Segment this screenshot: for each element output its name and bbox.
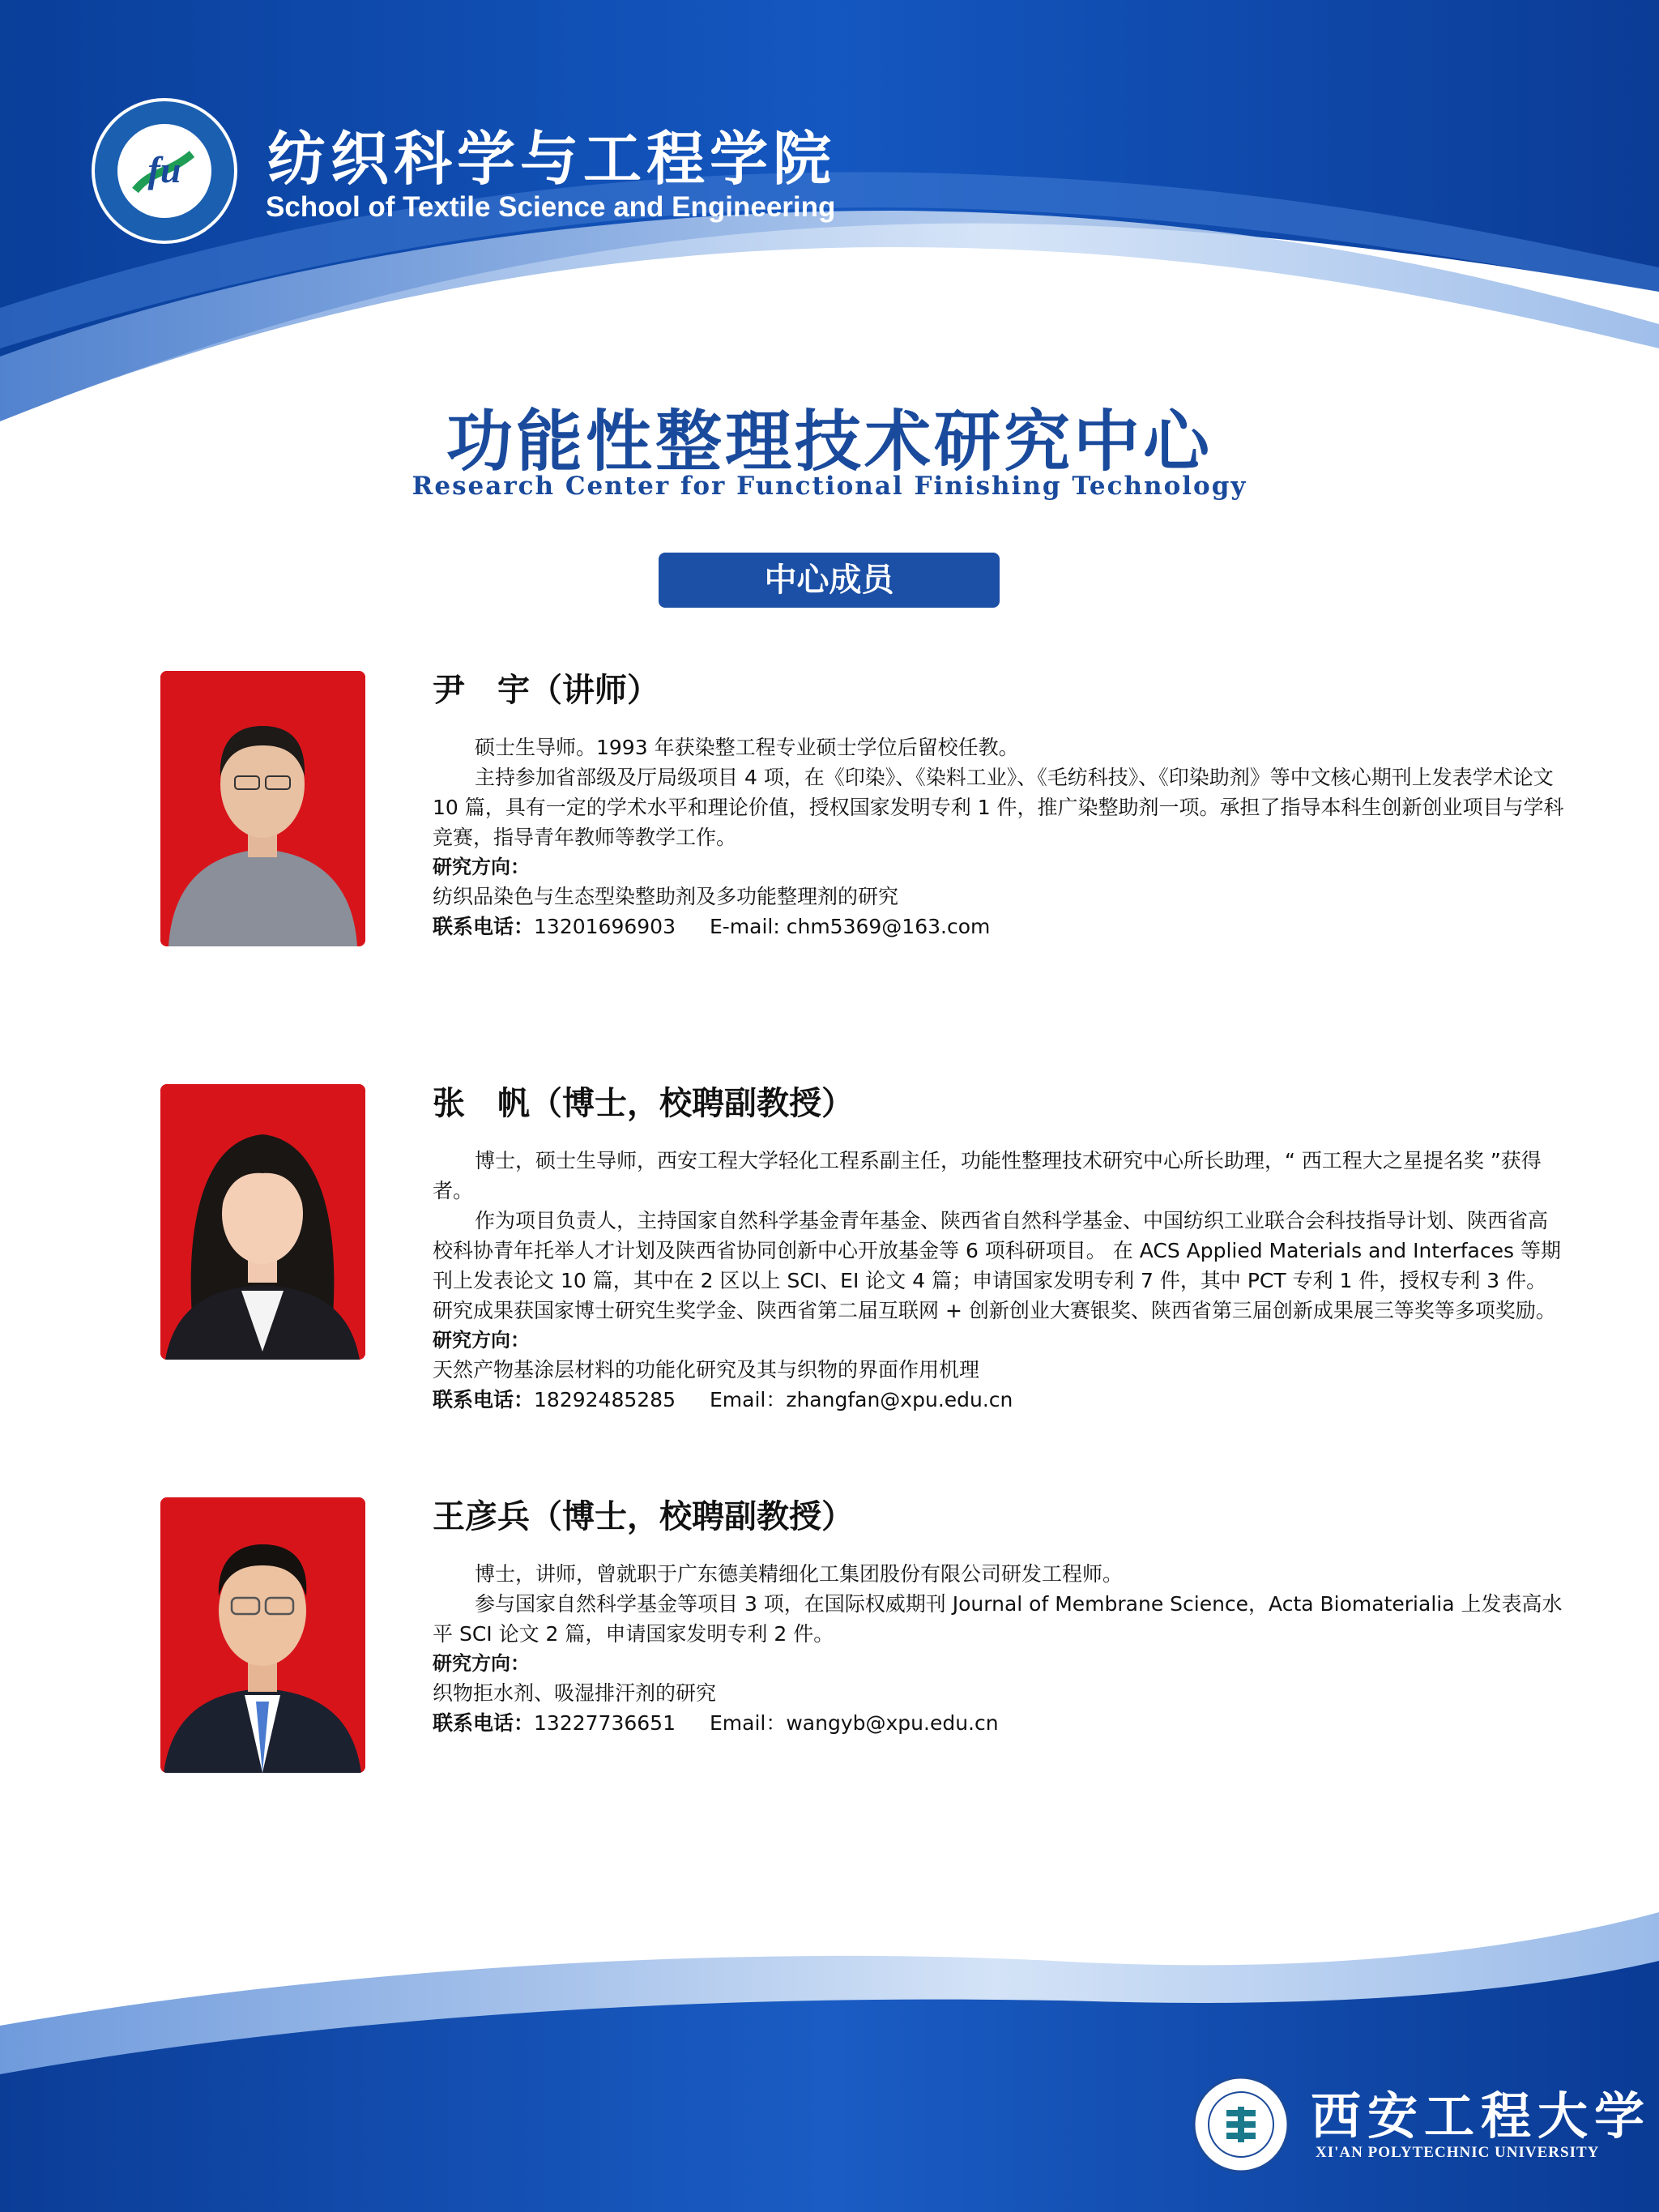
bio-paragraph: 作为项目负责人，主持国家自然科学基金青年基金、陕西省自然科学基金、中国纺织工业联合会科技指导计划、陕西省高校科协青年托举人才计划及陕西省协同创新中心开放基金等 6 项科研项目。 在 ACS Applied Materials and Interfaces 等期刊上发表论文 10 篇，其中在 2 区以上 SCI、EI 论文 4 篇；申请国家发明专利 7 件，其中 PCT 专利 1 件，授权专利 3 件。研究成果获国家博士研究生奖学金、陕西省第二届互联网 + 创新创业大赛银奖、陕西省第三届创新成果展三等奖等多项奖励。 [433, 1209, 1561, 1322]
contact-line [433, 912, 1567, 942]
research-label: 研究方向： [433, 1329, 530, 1352]
member-info [433, 671, 1567, 942]
contact-line [433, 1385, 1567, 1415]
university-name-cn: 西安工程大学 [1311, 2086, 1652, 2146]
member-name: 张 帆（博士，校聘副教授） [433, 1085, 854, 1122]
phone-label: 联系电话： [433, 1388, 535, 1411]
email-text[interactable]: E-mail: chm5369@163.com [709, 915, 991, 938]
research-text: 织物拒水剂、吸湿排汗剂的研究 [433, 1681, 717, 1705]
phone-number[interactable]: 18292485285 [534, 1388, 676, 1411]
school-name-cn: 纺织科学与工程学院 [267, 124, 837, 193]
member-photo [160, 671, 365, 946]
research-text: 纺织品染色与生态型染整助剂及多功能整理剂的研究 [433, 885, 899, 908]
phone-number[interactable]: 13201696903 [534, 915, 676, 938]
phone-label: 联系电话： [433, 1711, 535, 1735]
research-label: 研究方向： [433, 856, 530, 878]
member-info [433, 1497, 1567, 1738]
university-logo [1191, 2074, 1291, 2175]
bio-paragraph: 参与国家自然科学基金等项目 3 项，在国际权威期刊 Journal of Membrane Science，Acta Biomaterialia 上发表高水平 SCI 论文 2 篇，申请国家发明专利 2 件。 [433, 1592, 1563, 1646]
member-name: 王彦兵（博士，校聘副教授） [433, 1498, 854, 1535]
center-title-cn: 功能性整理技术研究中心 [446, 404, 1213, 480]
member-bio [433, 732, 1567, 852]
member-name: 尹 宇（讲师） [433, 672, 659, 709]
university-name-en: XI'AN POLYTECHNIC UNIVERSITY [1316, 2144, 1600, 2161]
bio-paragraph: 主持参加省部级及厅局级项目 4 项，在《印染》、《染料工业》、《毛纺科技》、《印染助剂》等中文核心期刊上发表学术论文 10 篇，具有一定的学术水平和理论价值，授权国家发明专利 1 件，推广染整助剂一项。承担了指导本科生创新创业项目与学科竞赛，指导青年教师等教学工作。 [433, 766, 1564, 849]
school-name-en: School of Textile Science and Engineering [266, 191, 836, 223]
member-photo [160, 1084, 365, 1360]
bio-paragraph: 硕士生导师。1993 年获染整工程专业硕士学位后留校任教。 [475, 736, 1019, 759]
bio-paragraph: 博士，硕士生导师，西安工程大学轻化工程系副主任，功能性整理技术研究中心所长助理，“ 西工程大之星提名奖 ”获得者。 [433, 1149, 1542, 1202]
bio-paragraph: 博士，讲师，曾就职于广东德美精细化工集团股份有限公司研发工程师。 [475, 1562, 1124, 1586]
research-label: 研究方向： [433, 1652, 530, 1675]
logo-text: fu [147, 149, 181, 190]
email-text[interactable]: Email：zhangfan@xpu.edu.cn [709, 1388, 1013, 1411]
center-title-en: Research Center for Functional Finishing Technology [412, 472, 1247, 501]
phone-number[interactable]: 13227736651 [534, 1711, 676, 1735]
school-logo [91, 97, 238, 245]
member-photo [160, 1497, 365, 1773]
email-text[interactable]: Email：wangyb@xpu.edu.cn [709, 1711, 999, 1735]
member-bio [433, 1146, 1567, 1326]
member-info [433, 1084, 1567, 1415]
research-text: 天然产物基涂层材料的功能化研究及其与织物的界面作用机理 [433, 1358, 980, 1381]
phone-label: 联系电话： [433, 915, 535, 938]
member-bio [433, 1559, 1567, 1649]
contact-line [433, 1708, 1567, 1738]
section-badge: 中心成员 [659, 553, 1000, 608]
